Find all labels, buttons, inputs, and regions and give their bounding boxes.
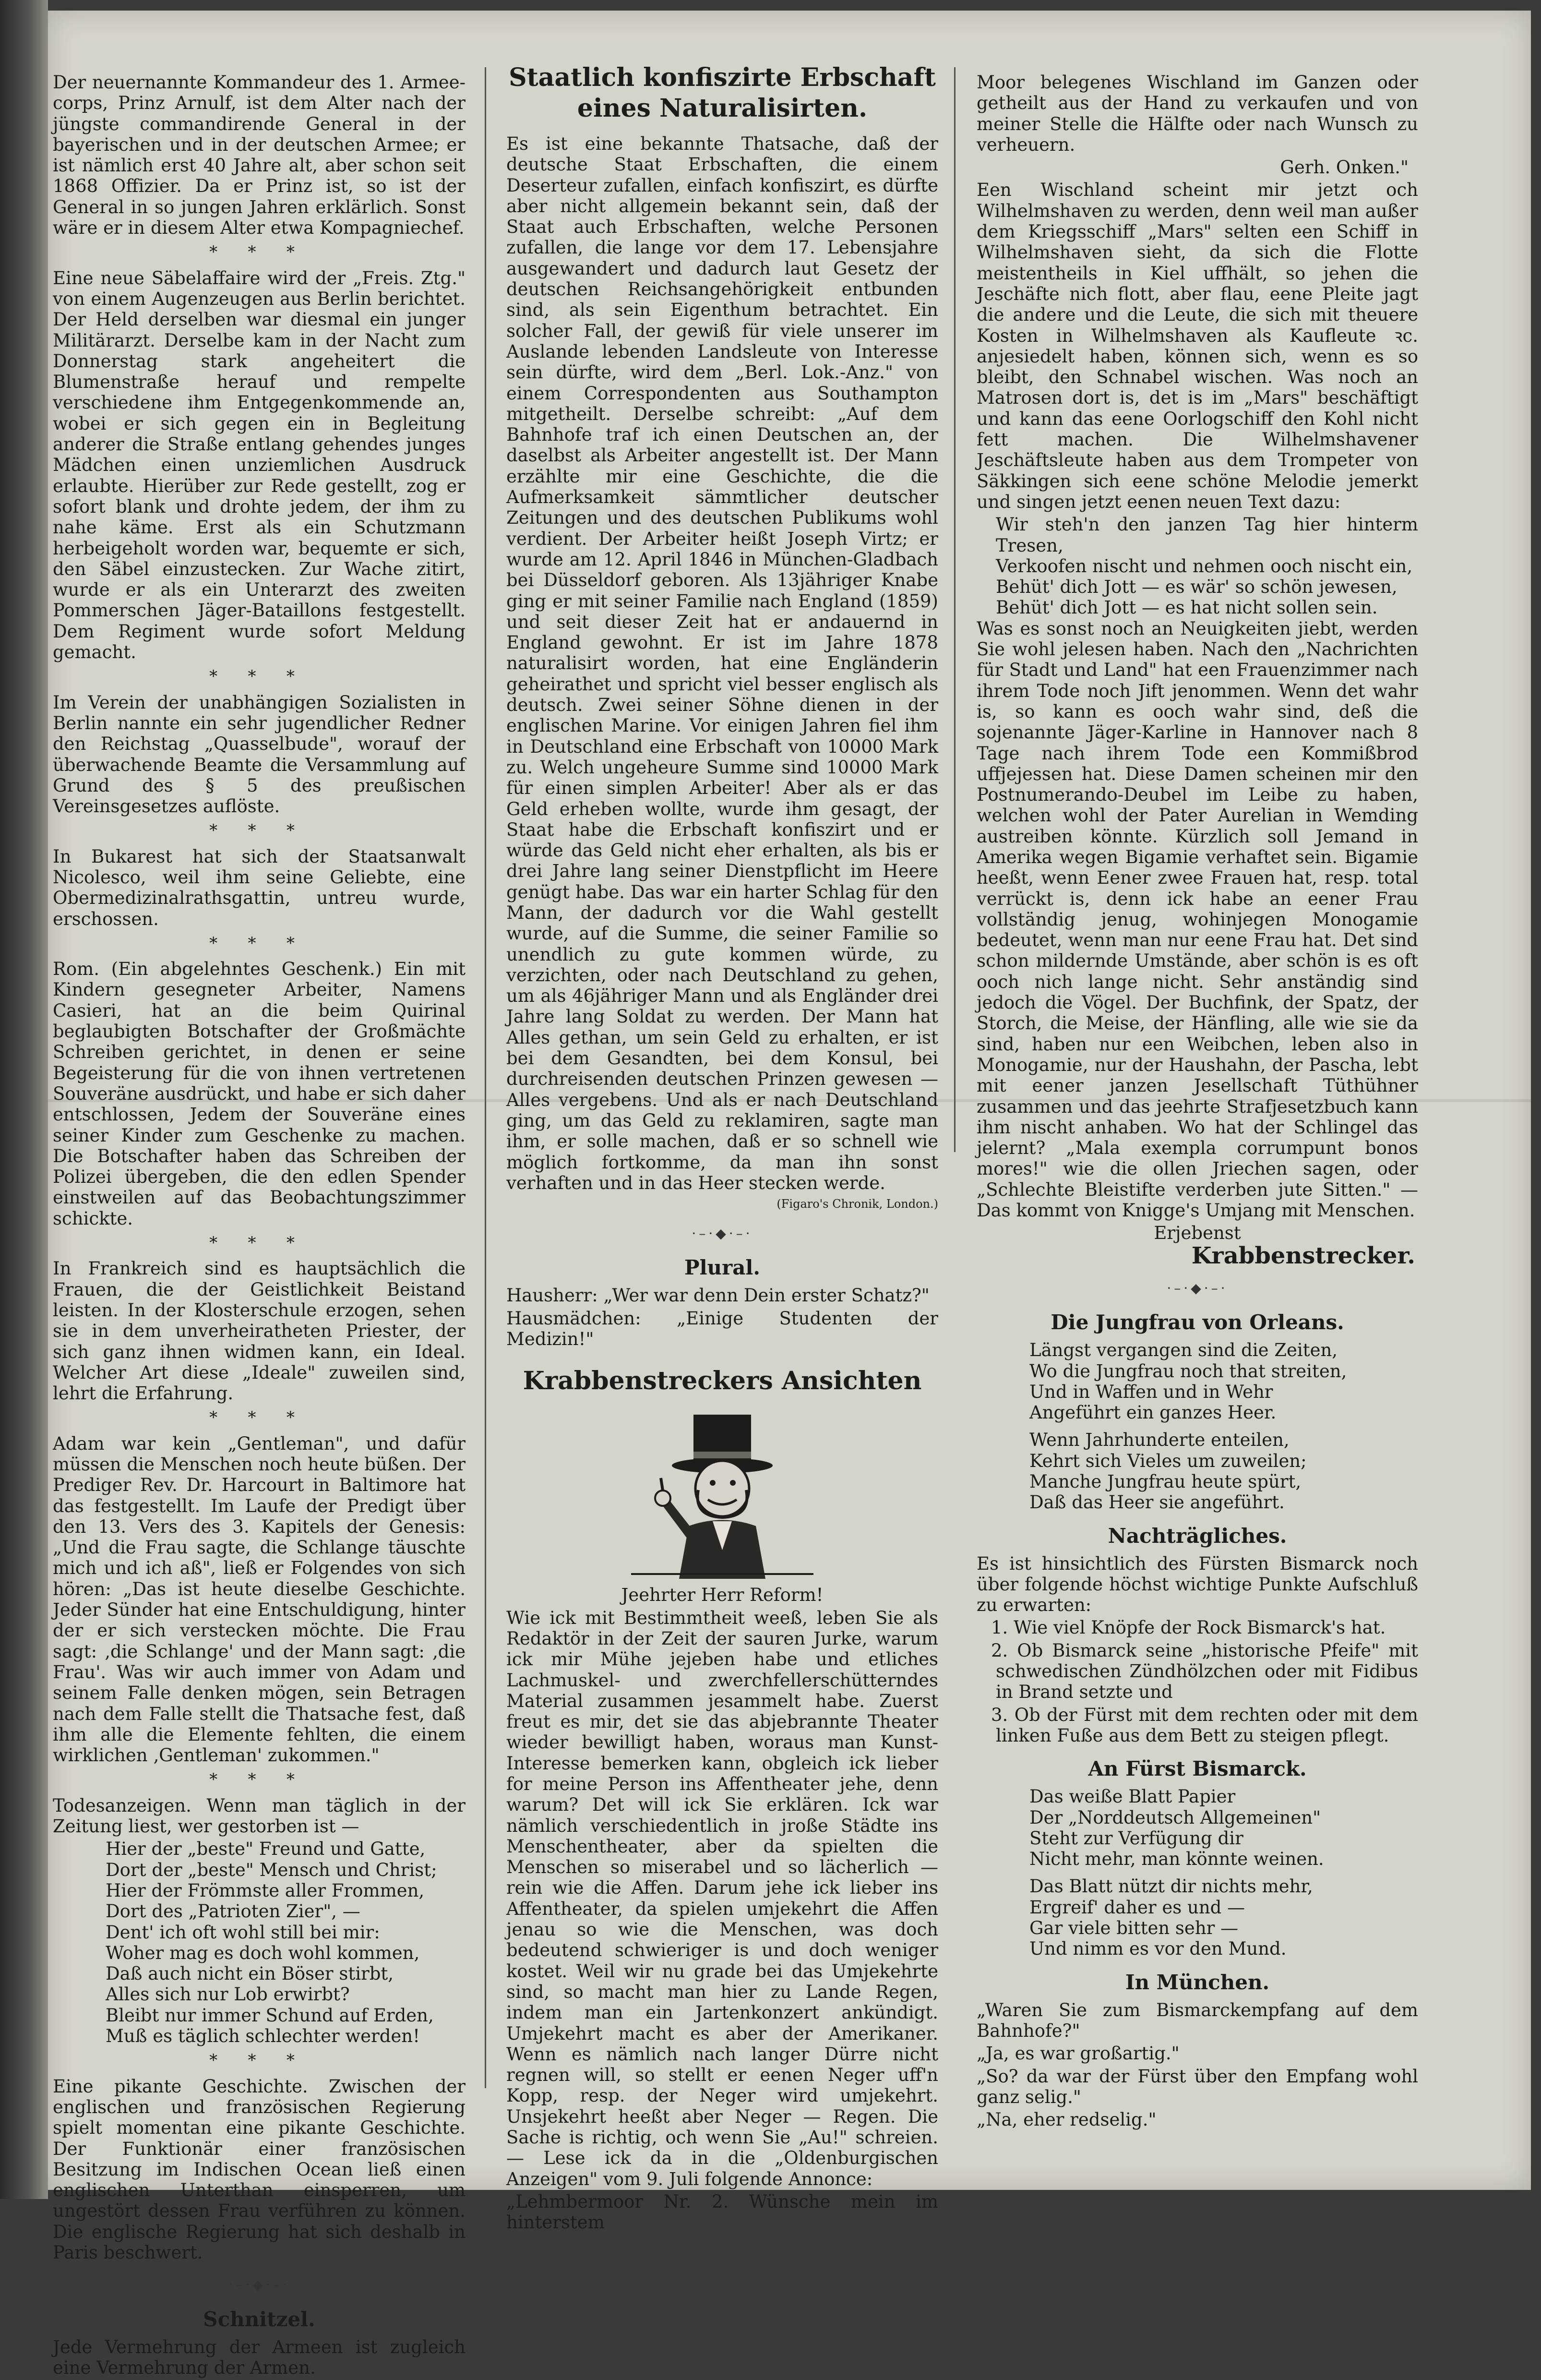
verse-line: Kehrt sich Vieles um zuweilen; bbox=[1029, 1450, 1307, 1471]
article-saebelaffaire: Eine neue Säbelaffaire wird der „Freis. Ztg." von einem Augenzeugen aus Berlin berichtet. Der Held derselben war diesmal ein junger Militärarzt. Derselbe kam in der Nacht zum Donnerstag stark angeheitert die Blumenstraße herauf und rempelte verschiedene ihm Entgegenkommende an, wobei er sich gegen ein in Begleitung anderer die Straße entlang gehendes junges Mädchen einen unziemlichen Ausdruck erlaubte. Hierüber zur Rede gestellt, zog er sofort blank und drohte jedem, der ihm zu nahe käme. Erst als ein Schutzmann herbeigeholt worden war, bequemte er sich, den Säbel einzustecken. Zur Wache zitirt, wurde er als ein Unterarzt des zweiten Pommerschen Jäger-Bataillons festgestellt. Dem Regiment wurde sofort Meldung gemacht. bbox=[53, 267, 466, 663]
jungfrau-poem-stanza-1 bbox=[977, 1340, 1418, 1423]
letter-salutation: Jeehrter Herr Reform! bbox=[621, 1585, 824, 1606]
article-nachtraegliches: Es ist hinsichtlich des Fürsten Bismarck noch über folgende höchst wichtige Punkte Aufschluß zu erwarten: bbox=[977, 1553, 1418, 1616]
ornament-divider: ·–·◆·–· bbox=[228, 2277, 290, 2293]
verse-line: Daß das Heer sie angeführt. bbox=[1029, 1492, 1285, 1513]
book-binding-edge bbox=[0, 0, 48, 2199]
article-prinz-arnulf: Der neuernannte Kommandeur des 1. Armee-corps, Prinz Arnulf, ist dem Alter nach der jüngste commandirende General in der bayerischen und in der deutschen Armee; er ist nämlich erst 40 Jahre alt, aber schon seit 1868 Offizier. Da er Prinz ist, so ist der General in so jungen Jahren erklärlich. Sonst wäre er in diesem Alter etwa Kompagniechef. bbox=[53, 72, 466, 239]
separator-stars: * * * bbox=[209, 1233, 309, 1253]
verse-line: Dort der „beste" Mensch und Christ; bbox=[106, 1859, 437, 1880]
separator-stars: * * * bbox=[209, 667, 309, 686]
article-bukarest: In Bukarest hat sich der Staatsanwalt Nicolesco, weil ihm seine Geliebte, eine Obermedizinalrathsgattin, untreu wurde, erschossen. bbox=[53, 846, 466, 929]
todesanzeigen-verse bbox=[53, 1839, 466, 2046]
jungfrau-poem-stanza-2 bbox=[977, 1430, 1418, 1513]
heading-fuerst-bismarck: An Fürst Bismarck. bbox=[1088, 1757, 1307, 1781]
separator-stars: * * * bbox=[209, 242, 309, 262]
article-frankreich: In Frankreich sind es hauptsächlich die Frauen, die der Geistlichkeit Beistand leisten. In der Klosterschule erzogen, sehen sie in dem unverheiratheten Priester, der sich ganz ihnen widmen kann, ein Ideal. Welcher Art diese „Ideale" zuweilen sind, lehrt die Erfahrung. bbox=[53, 1258, 466, 1404]
verse-line: Dort des „Patrioten Zier", — bbox=[106, 1901, 360, 1922]
verse-line: Hier der Frömmste aller Frommen, bbox=[106, 1880, 425, 1901]
list-item: 3. Ob der Fürst mit dem rechten oder mit dem linken Fuße aus dem Bett zu steigen pflegt. bbox=[991, 1704, 1418, 1746]
verse-line: Woher mag es doch wohl kommen, bbox=[106, 1942, 420, 1963]
dialog-line: „Ja, es war großartig." bbox=[977, 2043, 1180, 2064]
column-rule-right bbox=[954, 67, 956, 1152]
verse-line: Muß es täglich schlechter werden! bbox=[106, 2026, 420, 2047]
article-erbschaft: Es ist eine bekannte Thatsache, daß der deutsche Staat Erbschaften, die einem Deserteur zufallen, einfach konfiszirt, es dürfte aber nicht allgemein bekannt sein, daß der Staat auch Erbschaften, welche Personen zufallen, die lange vor dem 17. Lebensjahre ausgewandert und dadurch laut Gesetz der deutschen Reichsangehörigkeit entbunden sind, als sein Eigenthum betrachtet. Ein solcher Fall, der gewiß für viele unserer im Auslande lebenden Landsleute von Interesse sein dürfte, wird dem „Berl. Lok.-Anz." von einem Correspondenten aus Southampton mitgetheilt. Derselbe schreibt: „Auf dem Bahnhofe traf ich einen Deutschen an, der daselbst als Arbeiter angestellt ist. Der Mann erzählte mir eine Geschichte, die die Aufmerksamkeit sämmtlicher deutscher Zeitungen und des deutschen Publikums wohl verdient. Der Arbeiter heißt Joseph Virtz; er wurde am 12. April 1846 in München-Gladbach bei Düsseldorf geboren. Als 13jähriger Knabe ging er mit seiner Familie nach England (1859) und seit dieser Zeit hat er andauernd in England gewohnt. Er ist im Jahre 1878 naturalisirt worden, hat eine Engländerin geheirathet und spricht viel besser englisch als deutsch. Zwei seiner Söhne dienen in der englischen Marine. Vor einigen Jahren fiel ihm in Deutschland eine Erbschaft von 10000 Mark zu. Welch ungeheure Summe sind 10000 Mark für einen simplen Arbeiter! Aber als er das Geld erheben wollte, wurde ihm gesagt, der Staat habe die Erbschaft konfiszirt und er würde das Geld nicht eher erhalten, als bis er drei Jahre lang seiner Dienstpflicht im Heere genügt habe. Das war ein harter Schlag für den Mann, der dadurch vor die Wahl gestellt wurde, auf die Summe, die seiner Familie so unendlich zu gute kommen würde, zu verzichten, oder nach Deutschland zu gehen, um als 46jähriger Mann und als Engländer drei Jahre lang Soldat zu werden. Der Mann hat Alles gethan, um sein Geld zu erhalten, er ist bei dem Gesandten, bei dem Konsul, bei durchreisenden deutschen Prinzen gewesen — Alles vergebens. Und als er nach Deutschland ging, um das Geld zu reklamiren, sagte man ihm, er solle machen, daß er so schnell wie möglich fortkomme, da man ihn sonst verhaften und in das Heer stecken werde. bbox=[506, 133, 938, 1193]
man-with-top-hat-illustration bbox=[621, 1406, 823, 1579]
article-krabbenstrecker-annonce: „Lehmbermoor Nr. 2. Wünsche mein im hinterstem bbox=[506, 2191, 938, 2233]
trompeter-verse bbox=[977, 514, 1418, 618]
verse-line: Nicht mehr, man könnte weinen. bbox=[1029, 1849, 1324, 1870]
column-1 bbox=[53, 72, 466, 2380]
verse-line: Hier der „beste" Freund und Gatte, bbox=[106, 1839, 426, 1860]
column-rule-left bbox=[485, 67, 486, 2088]
verse-line: Ergreif' daher es und — bbox=[1029, 1897, 1245, 1918]
heading-plural: Plural. bbox=[684, 1256, 760, 1280]
heading-nachtraegliches: Nachträgliches. bbox=[1108, 1524, 1287, 1548]
verse-line: Das Blatt nützt dir nichts mehr, bbox=[1029, 1876, 1313, 1897]
verse-line: Längst vergangen sind die Zeiten, bbox=[1029, 1340, 1338, 1361]
verse-line: Der „Norddeutsch Allgemeinen" bbox=[1029, 1807, 1321, 1828]
verse-line: Wo die Jungfrau noch that streiten, bbox=[1029, 1360, 1347, 1382]
verse-line: Dent' ich oft wohl still bei mir: bbox=[106, 1922, 380, 1943]
list-item: 1. Wie viel Knöpfe der Rock Bismarck's hat. bbox=[991, 1617, 1386, 1638]
verse-line: Behüt' dich Jott — es wär' so schön jewesen, bbox=[996, 577, 1398, 598]
heading-erbschaft: Staatlich konfiszirte Erbschaft eines Naturalisirten. bbox=[509, 63, 936, 123]
dialog-line: „So? da war der Fürst über den Empfang wohl ganz selig." bbox=[977, 2066, 1418, 2107]
plural-line-2: Hausmädchen: „Einige Studenten der Medizin!" bbox=[506, 1308, 938, 1350]
verse-line: Manche Jungfrau heute spürt, bbox=[1029, 1471, 1302, 1492]
separator-stars: * * * bbox=[209, 933, 309, 953]
verse-line: Wir steh'n den janzen Tag hier hinterm Tresen, bbox=[996, 514, 1418, 556]
separator-stars: * * * bbox=[209, 1770, 309, 1790]
verse-line: Angeführt ein ganzes Heer. bbox=[1029, 1402, 1277, 1423]
bismarck-poem-stanza-2 bbox=[977, 1876, 1418, 1959]
verse-line: Bleibt nur immer Schund auf Erden, bbox=[106, 2005, 434, 2026]
verse-line: Steht zur Verfügung dir bbox=[1029, 1827, 1243, 1849]
verse-line: Das weiße Blatt Papier bbox=[1029, 1786, 1236, 1807]
verse-line: Gar viele bitten sehr — bbox=[1029, 1918, 1239, 1939]
verse-line: Wenn Jahrhunderte enteilen, bbox=[1029, 1430, 1290, 1451]
article-rom: Rom. (Ein abgelehntes Geschenk.) Ein mit Kindern gesegneter Arbeiter, Namens Casieri, hat an die beim Quirinal beglaubigten Botschafter der Großmächte Schreiben gerichtet, in denen er seine Begeisterung für die von ihnen vertretenen Souveräne ausdrückt, und habe er sich daher entschlossen, Jedem der Souveräne eines seiner Kinder zum Geschenke zu machen. Die Botschafter haben das Schreiben der Polizei übergeben, die den edlen Spender einstweilen auf das Beobachtungszimmer schickte. bbox=[53, 959, 466, 1229]
heading-krabbenstreckers: Krabbenstreckers Ansichten bbox=[523, 1366, 922, 1396]
signature-krabbenstrecker: Krabbenstrecker. bbox=[1191, 1242, 1415, 1269]
list-item: 2. Ob Bismarck seine „historische Pfeife" mit schwedischen Zündhölzchen oder mit Fidibus in Brand setzte und bbox=[991, 1640, 1418, 1703]
signature-erjebenst: Erjebenst bbox=[1154, 1223, 1241, 1244]
article-krabbenstrecker-letter: Wie ick mit Bestimmtheit weeß, leben Sie als Redaktör in der Zeit der sauren Jurke, warum ick mir Mühe jejeben habe und etliches Lachmuskel- und zwerchfellerschütterndes Material zusammen jesammelt habe. Zuerst freut es mir, det sie das abjebrannte Theater wieder bewilligt haben, woraus man Kunst-Interesse bemerken kann, obgleich ick lieber for meine Person ins Affentheater jehe, denn warum? Det will ick Sie erklären. Ick war nämlich verschiedentlich in jroße Städte ins Menschentheater, aber da spielten die Menschen so miserabel und so lächerlich — rein wie die Affen. Darum jehe ick lieber ins Affentheater, da spielen umjekehrt die Affen jenau so wie die Menschen, was doch bedeutend schwieriger is und doch weniger kostet. Weil wir nu grade bei das Umjekehrte sind, so macht man hier zu Lande Regen, indem man ein Jartenkonzert ankündigt. Umjekehrt macht es aber der Amerikaner. Wenn es nämlich nach langer Dürre nicht regnen will, so stellt er eenen Neger uff'n Kopp, resp. der Neger wird umjekehrt. Unsjekehrt heeßt aber Neger — Regen. Die Sache is richtig, och wenn Sie „Au!" schreien. — Lese ick da in die „Oldenburgischen Anzeigen" vom 9. Juli folgende Annonce: bbox=[506, 1607, 938, 2189]
heading-jungfrau: Die Jungfrau von Orleans. bbox=[1051, 1310, 1344, 1334]
verse-line: Und in Waffen und in Wehr bbox=[1029, 1381, 1273, 1402]
source-citation: (Figaro's Chronik, London.) bbox=[776, 1197, 938, 1211]
verse-line: Und nimm es vor den Mund. bbox=[1029, 1938, 1287, 1959]
heading-in-muenchen: In München. bbox=[1125, 1970, 1270, 1994]
plural-line-1: Hausherr: „Wer war denn Dein erster Schatz?" bbox=[506, 1285, 930, 1306]
article-neuigkeiten: Was es sonst noch an Neuigkeiten jiebt, werden Sie wohl jelesen haben. Nach den „Nachrichten für Stadt und Land" hat een Frauenzimmer nach ihrem Tode noch Jift jenommen. Wenn det wahr is, so kann es ooch wahr sind, deß die sojenannte Jäger-Karline in Hannover nach 8 Tage nach ihrem Tode een Kommißbrod uffjejessen hat. Diese Damen scheinen mir den Postnumerando-Deubel im Leibe zu haben, welchen wohl der Pater Aurelian in Wemding austreiben könnte. Kürzlich soll Jemand in Amerika wegen Bigamie verhaftet sein. Bigamie heeßt, wenn Eener zwee Frauen hat, resp. total verrückt is, denn ick habe an eener Frau vollständig jenug, wohinjegen Monogamie bedeutet, wenn man nur eene Frau hat. Det sind schon mildernde Umstände, aber schön is es oft ooch nich lange nicht. Sehr anständig sind jedoch die Vögel. Der Buchfink, der Spatz, der Storch, die Meise, der Hänfling, alle wie sie da sind, haben nur een Weibchen, leben also in Monogamie, nur der Haushahn, der Pascha, lebt mit eener janzen Jesellschaft Tüthühner zusammen und das jeehrte Strafjesetzbuch kann ihm nischt anhaben. Wo hat der Schlingel das jelernt? „Mala exempla corrumpunt bonos mores!" wie die ollen Jriechen sagen, oder „Schlechte Bleistifte verderben jute Sitten." — Das kommt von Knigge's Umjang mit Menschen. bbox=[977, 618, 1418, 1221]
separator-stars: * * * bbox=[209, 1408, 309, 1428]
column-3 bbox=[977, 72, 1418, 2132]
column-2 bbox=[506, 62, 938, 2235]
verse-line: Alles sich nur Lob erwirbt? bbox=[106, 1984, 350, 2005]
bismarck-poem-stanza-1 bbox=[977, 1786, 1418, 1869]
article-wilhelmshaven: Een Wischland scheint mir jetzt och Wilhelmshaven zu werden, denn weil man außer dem Kriegsschiff „Mars" selten een Schiff in Wilhelmshaven sieht, da sich die Flotte meistentheils in Kiel uffhält, so jehen die Jeschäfte nich flott, aber flau, eene Pleite jagt die andere und die Leute, die sich mit theuere Kosten in Wilhelmshaven als Kaufleute ꝛc. anjesiedelt haben, können sich, wenn es so bleibt, den Schnabel wischen. Was noch an Matrosen dort is, det is im „Mars" beschäftigt und kann das eene Oorlogschiff den Kohl nicht fett machen. Die Wilhelmshavener Jeschäftsleute haben aus dem Trompeter von Säkkingen sich eene schöne Melodie jemerkt und singen jetzt eenen neuen Text dazu: bbox=[977, 180, 1418, 512]
article-sozialisten: Im Verein der unabhängigen Sozialisten in Berlin nannte ein sehr jugendlicher Redner den Reichstag „Quasselbude", worauf der überwachende Beamte die Versammlung auf Grund des § 5 des preußischen Vereinsgesetzes auflöste. bbox=[53, 692, 466, 817]
heading-schnitzel: Schnitzel. bbox=[203, 2307, 315, 2331]
article-schnitzel: Jede Vermehrung der Armeen ist zugleich eine Vermehrung der Armen. bbox=[53, 2336, 466, 2378]
separator-stars: * * * bbox=[209, 2051, 309, 2070]
article-todesanzeigen: Todesanzeigen. Wenn man täglich in der Zeitung liest, wer gestorben ist — bbox=[53, 1795, 466, 1837]
signature-onken: Gerh. Onken." bbox=[1280, 157, 1409, 178]
annonce-continued: Moor belegenes Wischland im Ganzen oder getheilt aus der Hand zu verkaufen und von meiner Stelle die Hälfte oder nach Wunsch zu verheuern. bbox=[977, 72, 1418, 155]
dialog-line: „Na, eher redselig." bbox=[977, 2109, 1157, 2130]
article-adam: Adam war kein „Gentleman", und dafür müssen die Menschen noch heute büßen. Der Prediger Rev. Dr. Harcourt in Baltimore hat das festgestellt. Im Laufe der Predigt über den 13. Vers des 3. Kapitels der Genesis: „Und die Frau sagte, die Schlange täuschte mich und ich aß", ließ er Folgendes von sich hören: „Das ist heute dieselbe Geschichte. Jeder Sünder hat eine Entschuldigung, hinter der er sich verstecken möchte. Die Frau sagt: ‚die Schlange' und der Mann sagt: ‚die Frau'. Was wir auch immer von Adam und seinem Falle denken mögen, sein Betragen nach dem Falle stellt die Thatsache fest, daß ihm alle die Elemente fehlten, die einem wirklichen ‚Gentleman' zukommen." bbox=[53, 1433, 466, 1766]
ornament-divider: ·–·◆·–· bbox=[692, 1226, 753, 1242]
ornament-divider: ·–·◆·–· bbox=[1167, 1280, 1228, 1296]
verse-line: Verkoofen nischt und nehmen ooch nischt ein, bbox=[996, 555, 1413, 577]
dialog-line: „Waren Sie zum Bismarckempfang auf dem Bahnhofe?" bbox=[977, 1999, 1418, 2041]
separator-stars: * * * bbox=[209, 821, 309, 841]
verse-line: Daß auch nicht ein Böser stirbt, bbox=[106, 1963, 394, 1984]
article-pikante-geschichte: Eine pikante Geschichte. Zwischen der englischen und französischen Regierung spielt momentan eine pikante Geschichte. Der Funktionär einer französischen Besitzung im Indischen Ocean ließ einen englischen Unterthan einsperren, um ungestört dessen Frau verführen zu können. Die englische Regierung hat sich deshalb in Paris beschwert. bbox=[53, 2076, 466, 2263]
verse-line: Behüt' dich Jott — es hat nicht sollen sein. bbox=[996, 597, 1378, 618]
